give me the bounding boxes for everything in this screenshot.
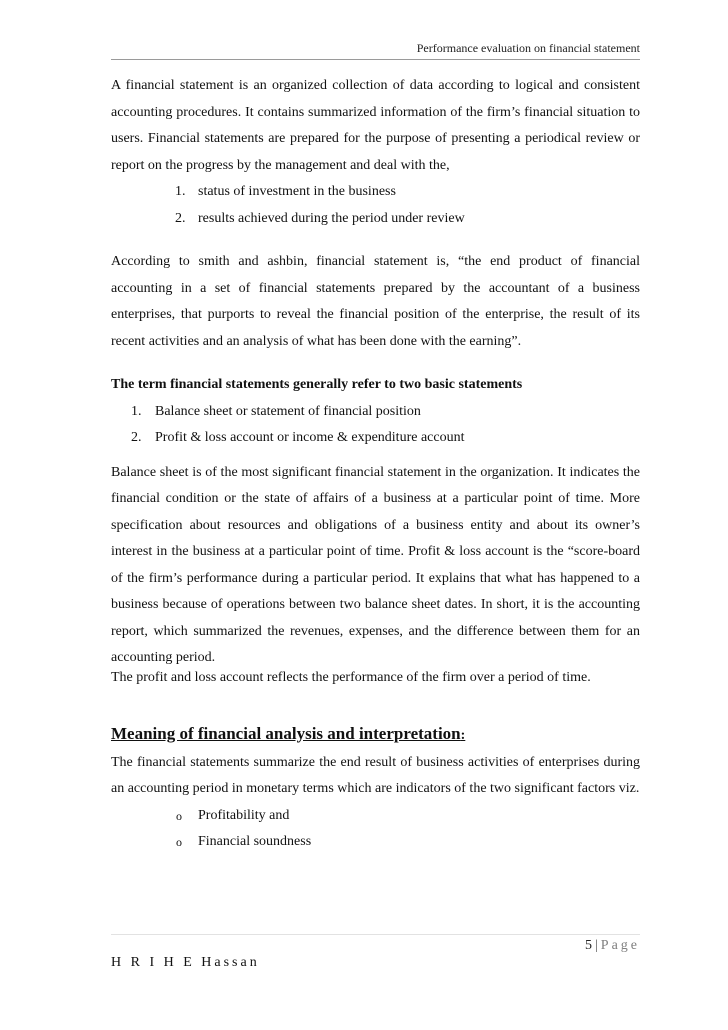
list-item-text: Profitability and (198, 807, 290, 823)
footer-divider (111, 934, 640, 935)
analysis-paragraph: The financial statements summarize the end result of business activities of enterprises during an accounting period in monetary terms which are indicators of the two significant factors viz. (111, 754, 640, 796)
list-item (111, 829, 640, 856)
section-title: Meaning of financial analysis and interpretation (111, 723, 461, 743)
list-item-text: results achieved during the period under review (198, 210, 465, 226)
statements-heading: The term financial statements generally refer to two basic statements (111, 377, 523, 392)
purpose-list (111, 179, 640, 232)
list-number: 2. (175, 210, 186, 226)
list-item-text: Profit & loss account or income & expenditure account (155, 430, 465, 445)
basic-statements-list (111, 399, 640, 452)
page-word: Page (600, 938, 640, 953)
page-separator: | (594, 938, 598, 953)
list-number: 1. (131, 403, 142, 419)
list-item (111, 803, 640, 830)
bullet-icon: o (176, 808, 182, 823)
section-colon: : (460, 727, 466, 743)
author-name: H R I H E Hassan (111, 955, 260, 970)
running-header: Performance evaluation on financial statement (416, 41, 640, 55)
list-item-text: Financial soundness (198, 834, 312, 849)
list-item (111, 206, 640, 233)
section-heading (111, 720, 640, 750)
list-number: 2. (131, 430, 142, 445)
list-item (111, 425, 640, 452)
balance-sheet-paragraph: Balance sheet is of the most significant financial statement in the organization. It indicates the financial condition or the state of affairs of a business at a particular point of time. More specification about resources and obligations of a business entity and about its owner’s interest in the business at a particular point of time. Profit & loss account is the “score-board of the firm’s performance during a particular period. It explains that what has happened to a business because of operations between two balance sheet dates. In short, it is the accounting report, which summarized the revenues, expenses, and the difference between them for an accounting period. (111, 464, 640, 665)
profit-loss-paragraph: The profit and loss account reflects the performance of the firm over a period of time. (111, 669, 591, 685)
header-divider (111, 59, 640, 60)
list-item (111, 179, 640, 206)
list-item (111, 399, 640, 426)
bullet-icon: o (176, 835, 182, 849)
page-number-value: 5 (584, 938, 592, 953)
page-number (585, 938, 640, 954)
definition-paragraph: According to smith and ashbin, financial statement is, “the end product of financial accounting in a set of financial statements prepared by the accountant of a business enterprises, that purports to reveal the financial position of the enterprise, the result of its recent activities and an analysis of what has been done with the earning”. (111, 254, 640, 349)
intro-paragraph: A financial statement is an organized collection of data according to logical and consistent accounting procedures. It contains summarized information of the firm’s financial situation to users. Financial statements are prepared for the purpose of presenting a periodical review or report on the progress by the management and deal with the, (111, 78, 640, 173)
factors-list (111, 803, 640, 856)
list-item-text: status of investment in the business (198, 184, 396, 199)
page-body (111, 73, 640, 856)
list-number: 1. (175, 184, 186, 199)
list-item-text: Balance sheet or statement of financial position (155, 403, 421, 419)
